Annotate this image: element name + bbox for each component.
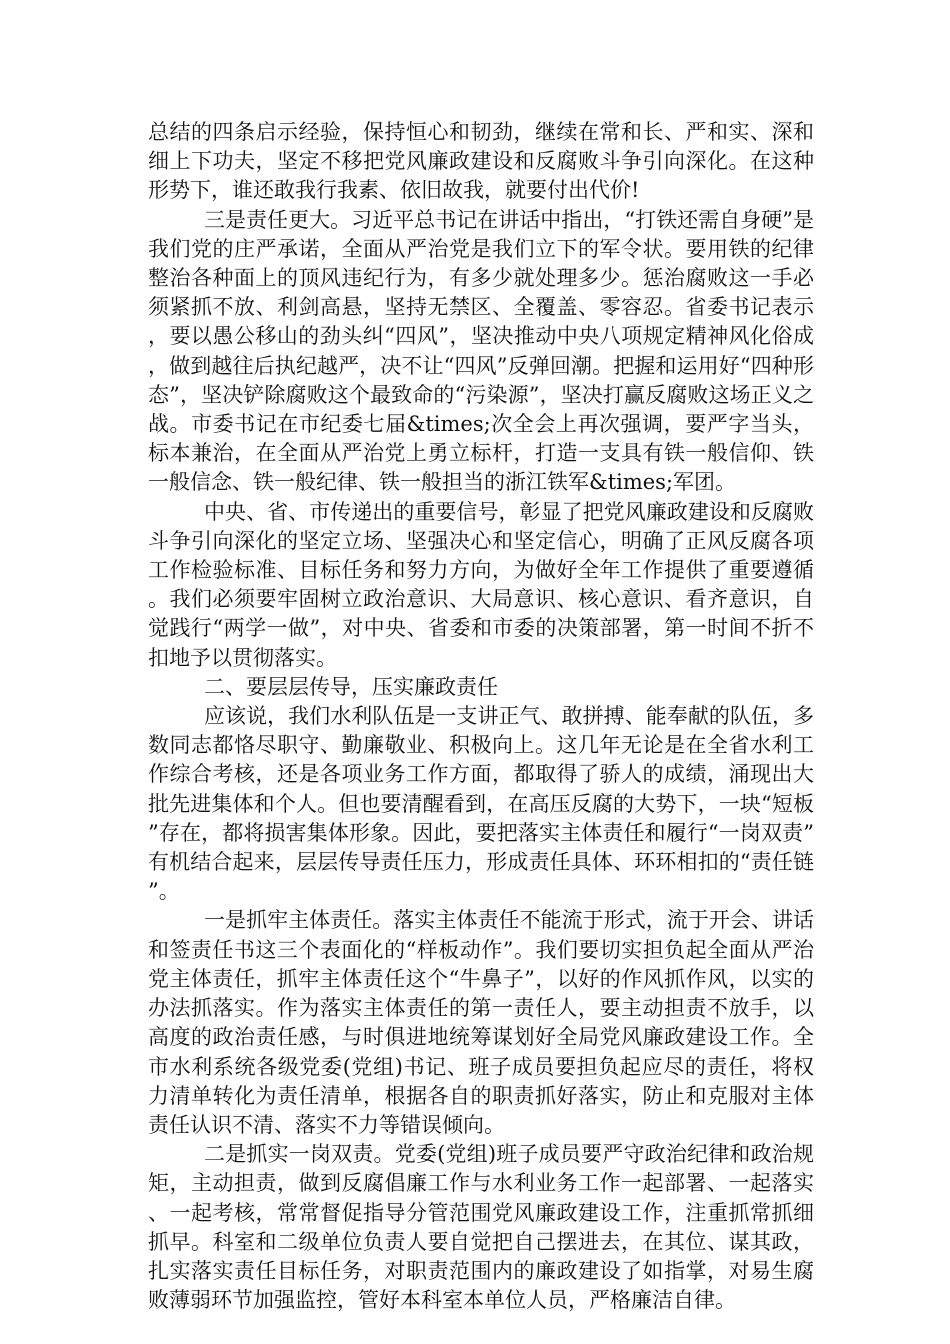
paragraph-5: 应该说，我们水利队伍是一支讲正气、敢拼搏、能奉献的队伍，多数同志都恪尽职守、勤廉敬业、积极向上。这几年无论是在全省水利工作综合考核，还是各项业务工作方面，都取得了骄人的成绩，涌现出大批先进集体和个人。但也要清醒看到，在高压反腐的大势下，一块“短板”存在，都将损害集体形象。因此，要把落实主体责任和履行“一岗双责”有机结合起来，层层传导责任压力，形成责任具体、环环相扣的“责任链”。 xyxy=(148,704,814,904)
section-heading: 二、要层层传导，压实廉政责任 xyxy=(204,674,498,699)
paragraph-3: 中央、省、市传递出的重要信号，彰显了把党风廉政建设和反腐败斗争引向深化的坚定立场、坚强决心和坚定信心，明确了正风反腐各项工作检验标准、目标任务和努力方向，为做好全年工作提供了重要遵循。我们必须要牢固树立政治意识、大局意识、核心意识、看齐意识，自觉践行“两学一做”，对中央、省委和市委的决策部署，第一时间不折不扣地予以贯彻落实。 xyxy=(148,499,814,670)
paragraph-7: 二是抓实一岗双责。党委(党组)班子成员要严守政治纪律和政治规矩，主动担责，做到反腐倡廉工作与水利业务工作一起部署、一起落实、一起考核，常常督促指导分管范围党风廉政建设工作，注重抓常抓细抓早。科室和二级单位负责人要自觉把自己摆进去，在其位、谋其政，扎实落实责任目标任务，对职责范围内的廉政建设了如指掌，对易生腐败薄弱环节加强监控，管好本科室本单位人员，严格廉洁自律。 xyxy=(148,1142,814,1313)
paragraph-2: 三是责任更大。习近平总书记在讲话中指出，“打铁还需自身硬”是我们党的庄严承诺，全面从严治党是我们立下的军令状。要用铁的纪律整治各种面上的顶风违纪行为，有多少就处理多少。惩治腐败这一手必须紧抓不放、利剑高悬，坚持无禁区、全覆盖、零容忍。省委书记表示，要以愚公移山的劲头纠“四风”，坚决推动中央八项规定精神风化俗成，做到越往后执纪越严，决不让“四风”反弹回潮。把握和运用好“四种形态”，坚决铲除腐败这个最致命的“污染源”，坚决打赢反腐败这场正义之战。市委书记在市纪委七届&times;次全会上再次强调，要严字当头，标本兼治，在全面从严治党上勇立标杆，打造一支具有铁一般信仰、铁一般信念、铁一般纪律、铁一般担当的浙江铁军&times;军团。 xyxy=(148,207,814,495)
paragraph-6: 一是抓牢主体责任。落实主体责任不能流于形式，流于开会、讲话和签责任书这三个表面化的“样板动作”。我们要切实担负起全面从严治党主体责任，抓牢主体责任这个“牛鼻子”，以好的作风抓作风，以实的办法抓落实。作为落实主体责任的第一责任人，要主动担责不放手，以高度的政治责任感，与时俱进地统筹谋划好全局党风廉政建设工作。全市水利系统各级党委(党组)书记、班子成员要担负起应尽的责任，将权力清单转化为责任清单，根据各自的职责抓好落实，防止和克服对主体责任认识不清、落实不力等错误倾向。 xyxy=(148,908,814,1137)
document-body xyxy=(148,118,814,1315)
paragraph-1: 总结的四条启示经验，保持恒心和韧劲，继续在常和长、严和实、深和细上下功夫，坚定不移把党风廉政建设和反腐败斗争引向深化。在这种形势下，谁还敢我行我素、依旧故我，就要付出代价! xyxy=(148,120,814,203)
